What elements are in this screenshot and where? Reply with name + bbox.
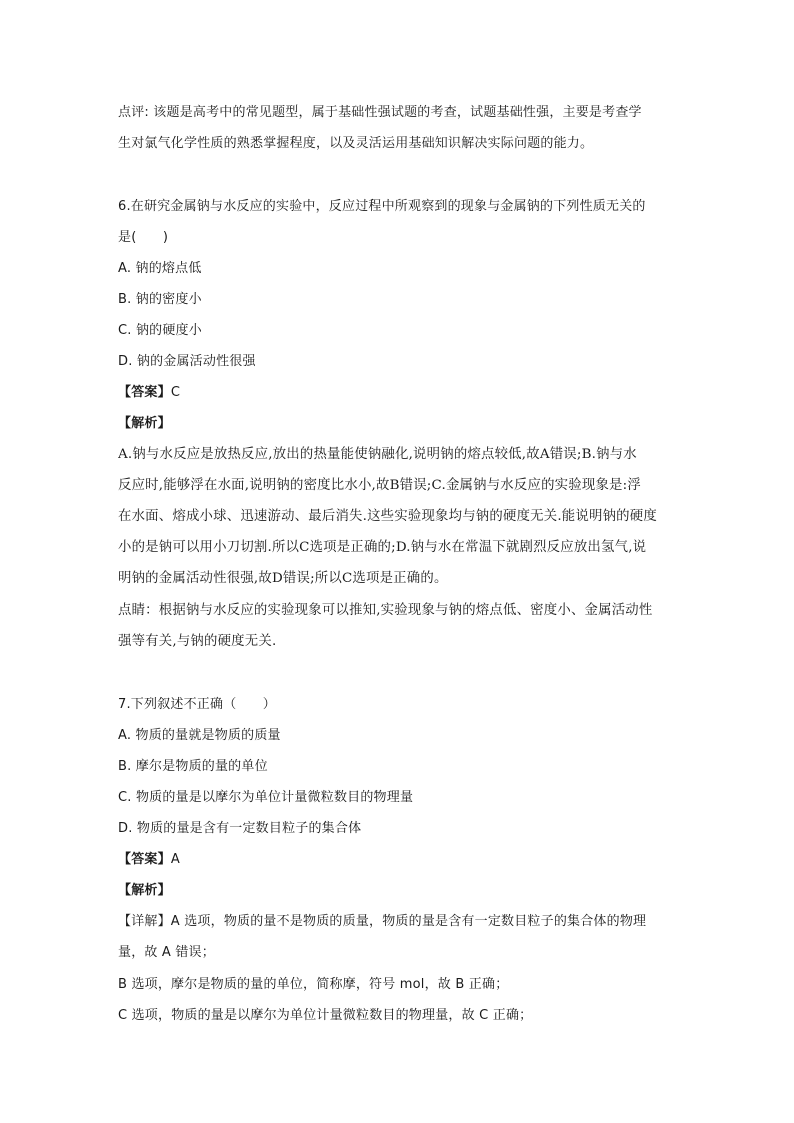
- q6-answer: [118, 383, 678, 403]
- q6-comment-line-2: 强等有关,与钠的硬度无关.: [118, 634, 277, 649]
- q6-option-c: C. 钠的硬度小: [118, 323, 202, 338]
- q7-answer-value: A: [170, 852, 180, 867]
- q7-option-b: B. 摩尔是物质的量的单位: [118, 759, 268, 774]
- q7-detail-line-3: B 选项，摩尔是物质的量的单位，简称摩，符号 mol，故 B 正确；: [118, 977, 509, 992]
- q7-answer-label: 【答案】: [118, 852, 171, 867]
- q6-analysis-label: 【解析】: [118, 416, 171, 431]
- q6-answer-value: C: [170, 385, 181, 400]
- q6-analysis-line-5: 明钠的金属活动性很强,故D错误;所以C选项是正确的。: [118, 571, 448, 586]
- q6-answer-label: 【答案】: [118, 385, 171, 400]
- q6-analysis-line-3: 在水面、熔成小球、迅速游动、最后消失.这些实验现象均与钠的硬度无关.能说明钠的硬度: [118, 509, 657, 524]
- q7-stem: 7.下列叙述不正确（ ）: [118, 697, 277, 712]
- q6-analysis-line-2: 反应时,能够浮在水面,说明钠的密度比水小,故B错误;C.金属钠与水反应的实验现象是:浮: [118, 478, 641, 493]
- q6-stem-line-1: 6.在研究金属钠与水反应的实验中，反应过程中所观察到的现象与金属钠的下列性质无关的: [118, 199, 646, 214]
- q6-analysis-line-1: A.钠与水反应是放热反应,放出的热量能使钠融化,说明钠的熔点较低,故A错误;B.钠与水: [118, 447, 637, 462]
- q7-detail-line-1: 【详解】A 选项，物质的量不是物质的质量，物质的量是含有一定数目粒子的集合体的物理: [118, 914, 647, 929]
- q7-option-c: C. 物质的量是以摩尔为单位计量微粒数目的物理量: [118, 790, 414, 805]
- q7-option-a: A. 物质的量就是物质的质量: [118, 728, 281, 743]
- q6-option-b: B. 钠的密度小: [118, 292, 202, 307]
- q6-comment-line-1: 点睛：根据钠与水反应的实验现象可以推知,实验现象与钠的熔点低、密度小、金属活动性: [118, 603, 653, 618]
- q5-comment-line-1: 点评: 该题是高考中的常见题型，属于基础性强试题的考查，试题基础性强，主要是考查学: [118, 105, 642, 120]
- q6-stem-line-2: 是( ): [118, 230, 169, 245]
- q7-answer: [118, 850, 678, 870]
- q7-detail-line-2: 量，故 A 错误；: [118, 945, 215, 960]
- q7-option-d: D. 物质的量是含有一定数目粒子的集合体: [118, 821, 362, 836]
- q7-analysis-label: 【解析】: [118, 883, 171, 898]
- q6-option-d: D. 钠的金属活动性很强: [118, 354, 256, 369]
- q5-comment-line-2: 生对氯气化学性质的熟悉掌握程度，以及灵活运用基础知识解决实际问题的能力。: [118, 136, 594, 151]
- q6-analysis-line-4: 小的是钠可以用小刀切割.所以C选项是正确的;D.钠与水在常温下就剧烈反应放出氢气,说: [118, 540, 647, 555]
- q6-option-a: A. 钠的熔点低: [118, 261, 202, 276]
- q7-detail-line-4: C 选项，物质的量是以摩尔为单位计量微粒数目的物理量，故 C 正确；: [118, 1008, 533, 1023]
